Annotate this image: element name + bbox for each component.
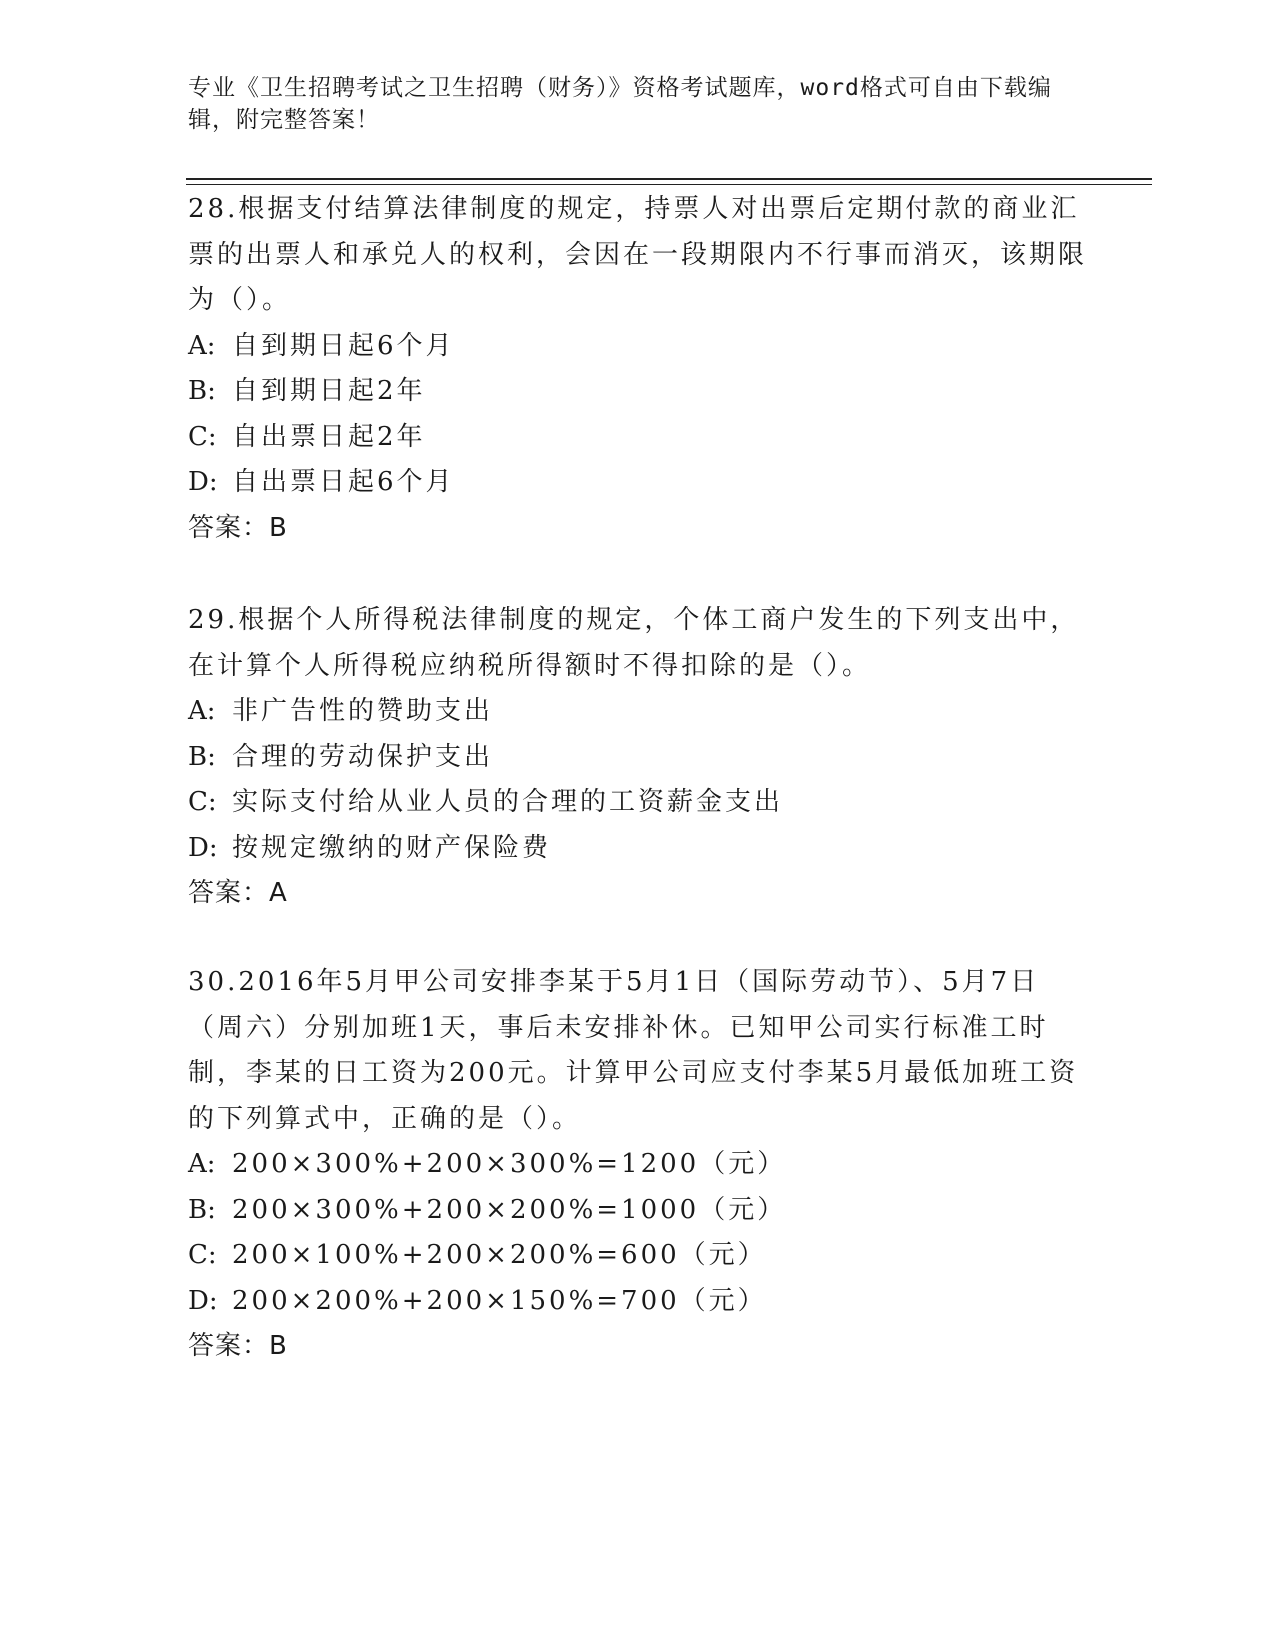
question-28 — [188, 187, 1088, 551]
option-letter: C: — [188, 1240, 217, 1270]
question-stem: 28.根据支付结算法律制度的规定，持票人对出票后定期付款的商业汇票的出票人和承兑人的权利，会因在一段期限内不行事而消灭，该期限为（）。 — [188, 194, 1088, 315]
option-text: 自到期日起6个月 — [232, 330, 455, 361]
option-letter: A: — [188, 1149, 216, 1179]
option-letter: C: — [188, 787, 217, 817]
answer-line: 答案：A — [188, 878, 288, 908]
question-stem: 29.根据个人所得税法律制度的规定，个体工商户发生的下列支出中，在计算个人所得税应纳税所得额时不得扣除的是（）。 — [188, 605, 1080, 681]
option-text: 实际支付给从业人员的合理的工资薪金支出 — [232, 787, 784, 817]
option-d — [188, 1279, 1088, 1325]
option-b — [188, 369, 1088, 415]
option-text: 200×300%+200×300%=1200（元） — [232, 1149, 787, 1179]
option-text: 200×300%+200×200%=1000（元） — [232, 1194, 787, 1225]
question-30 — [188, 960, 1088, 1370]
option-letter: D: — [188, 1285, 218, 1316]
option-letter: A: — [188, 696, 216, 726]
option-text: 按规定缴纳的财产保险费 — [232, 832, 552, 863]
option-letter: B: — [188, 741, 216, 772]
question-29 — [188, 598, 1088, 917]
option-letter: B: — [188, 1194, 216, 1225]
option-c — [188, 1233, 1088, 1279]
option-text: 自到期日起2年 — [232, 376, 426, 406]
option-letter: C: — [188, 421, 217, 452]
document-header: 专业《卫生招聘考试之卫生招聘（财务）》资格考试题库，word格式可自由下载编辑，附完整答案！ — [188, 75, 1052, 133]
option-a — [188, 1142, 1088, 1188]
option-b — [188, 1188, 1088, 1234]
option-text: 非广告性的赞助支出 — [232, 696, 494, 726]
option-letter: D: — [188, 832, 218, 863]
option-d — [188, 826, 1088, 872]
option-c — [188, 415, 1088, 461]
option-letter: B: — [188, 376, 216, 406]
option-letter: D: — [188, 467, 218, 497]
option-letter: A: — [188, 330, 216, 361]
option-b — [188, 735, 1088, 781]
option-a — [188, 689, 1088, 735]
option-a — [188, 324, 1088, 370]
option-text: 自出票日起2年 — [232, 421, 426, 452]
option-c — [188, 780, 1088, 826]
question-stem: 30.2016年5月甲公司安排李某于5月1日（国际劳动节）、5月7日（周六）分别加班1天，事后未安排补休。已知甲公司实行标准工时制，李某的日工资为200元。计算甲公司应支付李某5月最低加班工资的下列算式中，正确的是（）。 — [188, 967, 1079, 1134]
option-text: 合理的劳动保护支出 — [232, 741, 494, 772]
answer-line: 答案：B — [188, 512, 288, 543]
option-d — [188, 460, 1088, 506]
option-text: 200×100%+200×200%=600（元） — [232, 1240, 767, 1270]
option-text: 200×200%+200×150%=700（元） — [232, 1285, 767, 1316]
answer-line: 答案：B — [188, 1331, 288, 1361]
header-divider-thick — [186, 178, 1152, 180]
header-divider-thin — [186, 184, 1152, 185]
option-text: 自出票日起6个月 — [232, 467, 455, 497]
